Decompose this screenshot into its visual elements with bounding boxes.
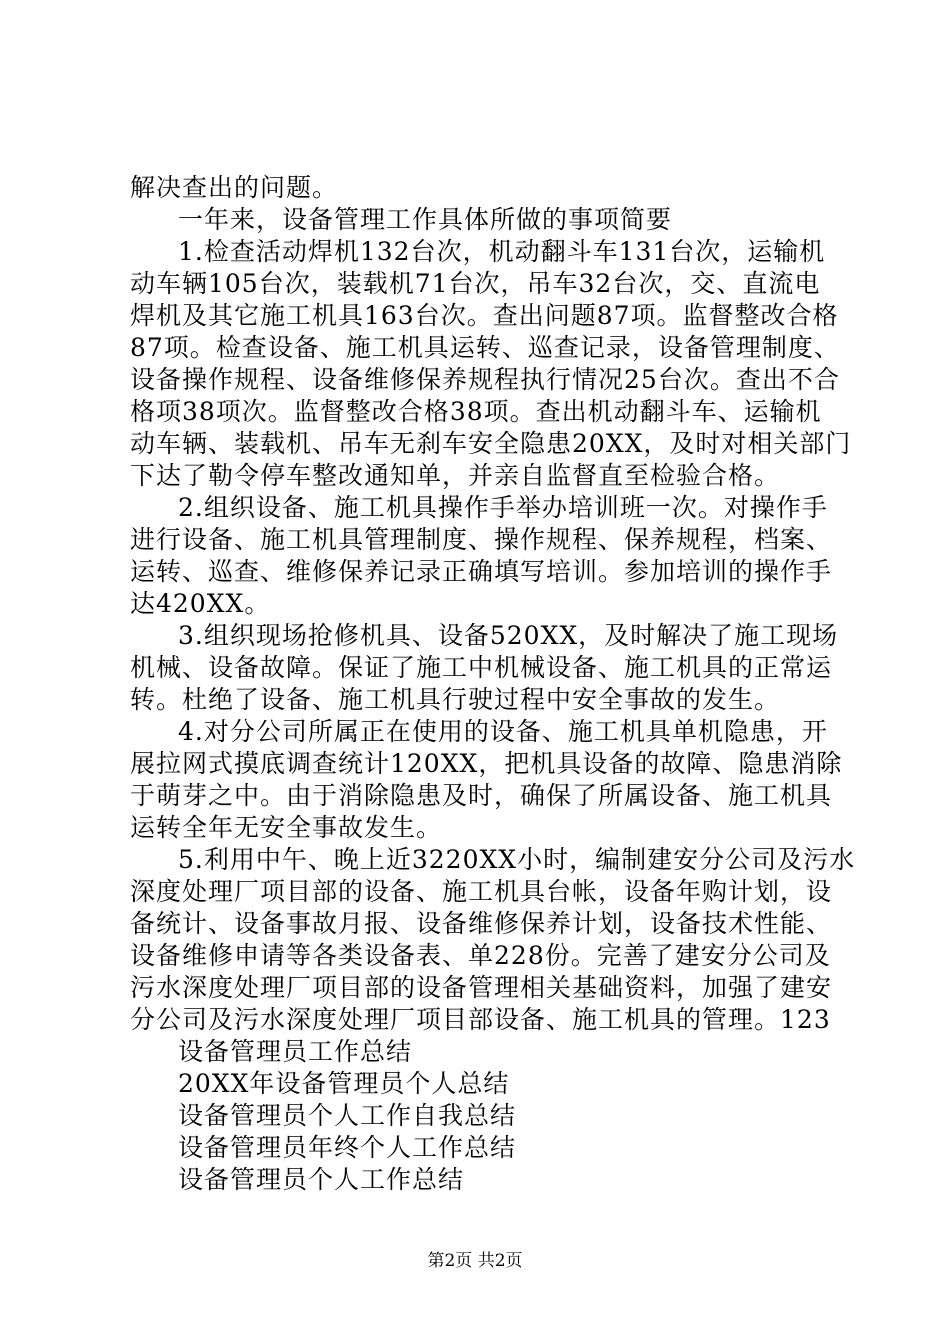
body-line: 运转、巡查、维修保养记录正确填写培训。参加培训的操作手 (130, 557, 833, 586)
body-line: 格项38项次。监督整改合格38项。查出机动翻斗车、运输机 (130, 397, 822, 426)
body-line: 备统计、设备事故月报、设备维修保养计划，设备技术性能、 (130, 909, 833, 938)
body-line: 分公司及污水深度处理厂项目部设备、施工机具的管理。123 (130, 1005, 831, 1034)
body-line: 运转全年无安全事故发生。 (130, 813, 443, 842)
related-title: 设备管理员个人工作自我总结 (178, 1101, 517, 1130)
body-line: 解决查出的问题。 (130, 173, 339, 202)
related-title: 设备管理员个人工作总结 (178, 1165, 465, 1194)
body-line: 污水深度处理厂项目部的设备管理相关基础资料，加强了建安 (130, 973, 833, 1002)
body-line: 4.对分公司所属正在使用的设备、施工机具单机隐患，开 (178, 717, 828, 746)
body-line: 达420XX。 (130, 589, 271, 618)
body-line: 一年来，设备管理工作具体所做的事项简要 (178, 205, 673, 234)
document-body (130, 172, 856, 1196)
body-line: 进行设备、施工机具管理制度、操作规程、保养规程，档案、 (130, 525, 833, 554)
body-line: 2.组织设备、施工机具操作手举办培训班一次。对操作手 (178, 493, 828, 522)
body-line: 5.利用中午、晚上近3220XX小时，编制建安分公司及污水 (178, 845, 856, 874)
body-line: 机械、设备故障。保证了施工中机械设备、施工机具的正常运 (130, 653, 833, 682)
related-title: 设备管理员工作总结 (178, 1037, 413, 1066)
body-line: 于萌芽之中。由于消除隐患及时，确保了所属设备、施工机具 (130, 781, 833, 810)
body-line: 动车辆105台次，装载机71台次，吊车32台次，交、直流电 (130, 269, 821, 298)
body-line: 展拉网式摸底调查统计120XX，把机具设备的故障、隐患消除 (130, 749, 843, 778)
body-line: 焊机及其它施工机具163台次。查出问题87项。监督整改合格 (130, 301, 839, 330)
related-title: 20XX年设备管理员个人总结 (178, 1069, 510, 1098)
body-line: 下达了勒令停车整改通知单，并亲自监督直至检验合格。 (130, 461, 781, 490)
body-line: 动车辆、装载机、吊车无刹车安全隐患20XX，及时对相关部门 (130, 429, 852, 458)
related-title: 设备管理员年终个人工作总结 (178, 1133, 517, 1162)
body-line: 转。杜绝了设备、施工机具行驶过程中安全事故的发生。 (130, 685, 781, 714)
body-line: 设备操作规程、设备维修保养规程执行情况25台次。查出不合 (130, 365, 840, 394)
body-line: 1.检查活动焊机132台次，机动翻斗车131台次，运输机 (178, 237, 826, 266)
body-line: 深度处理厂项目部的设备、施工机具台帐，设备年购计划，设 (130, 877, 833, 906)
body-line: 87项。检查设备、施工机具运转、巡查记录，设备管理制度、 (130, 333, 840, 362)
body-line: 3.组织现场抢修机具、设备520XX，及时解决了施工现场 (178, 621, 839, 650)
page-number-footer: 第2页 共2页 (427, 1251, 523, 1271)
body-line: 设备维修申请等各类设备表、单228份。完善了建安分公司及 (130, 941, 831, 970)
